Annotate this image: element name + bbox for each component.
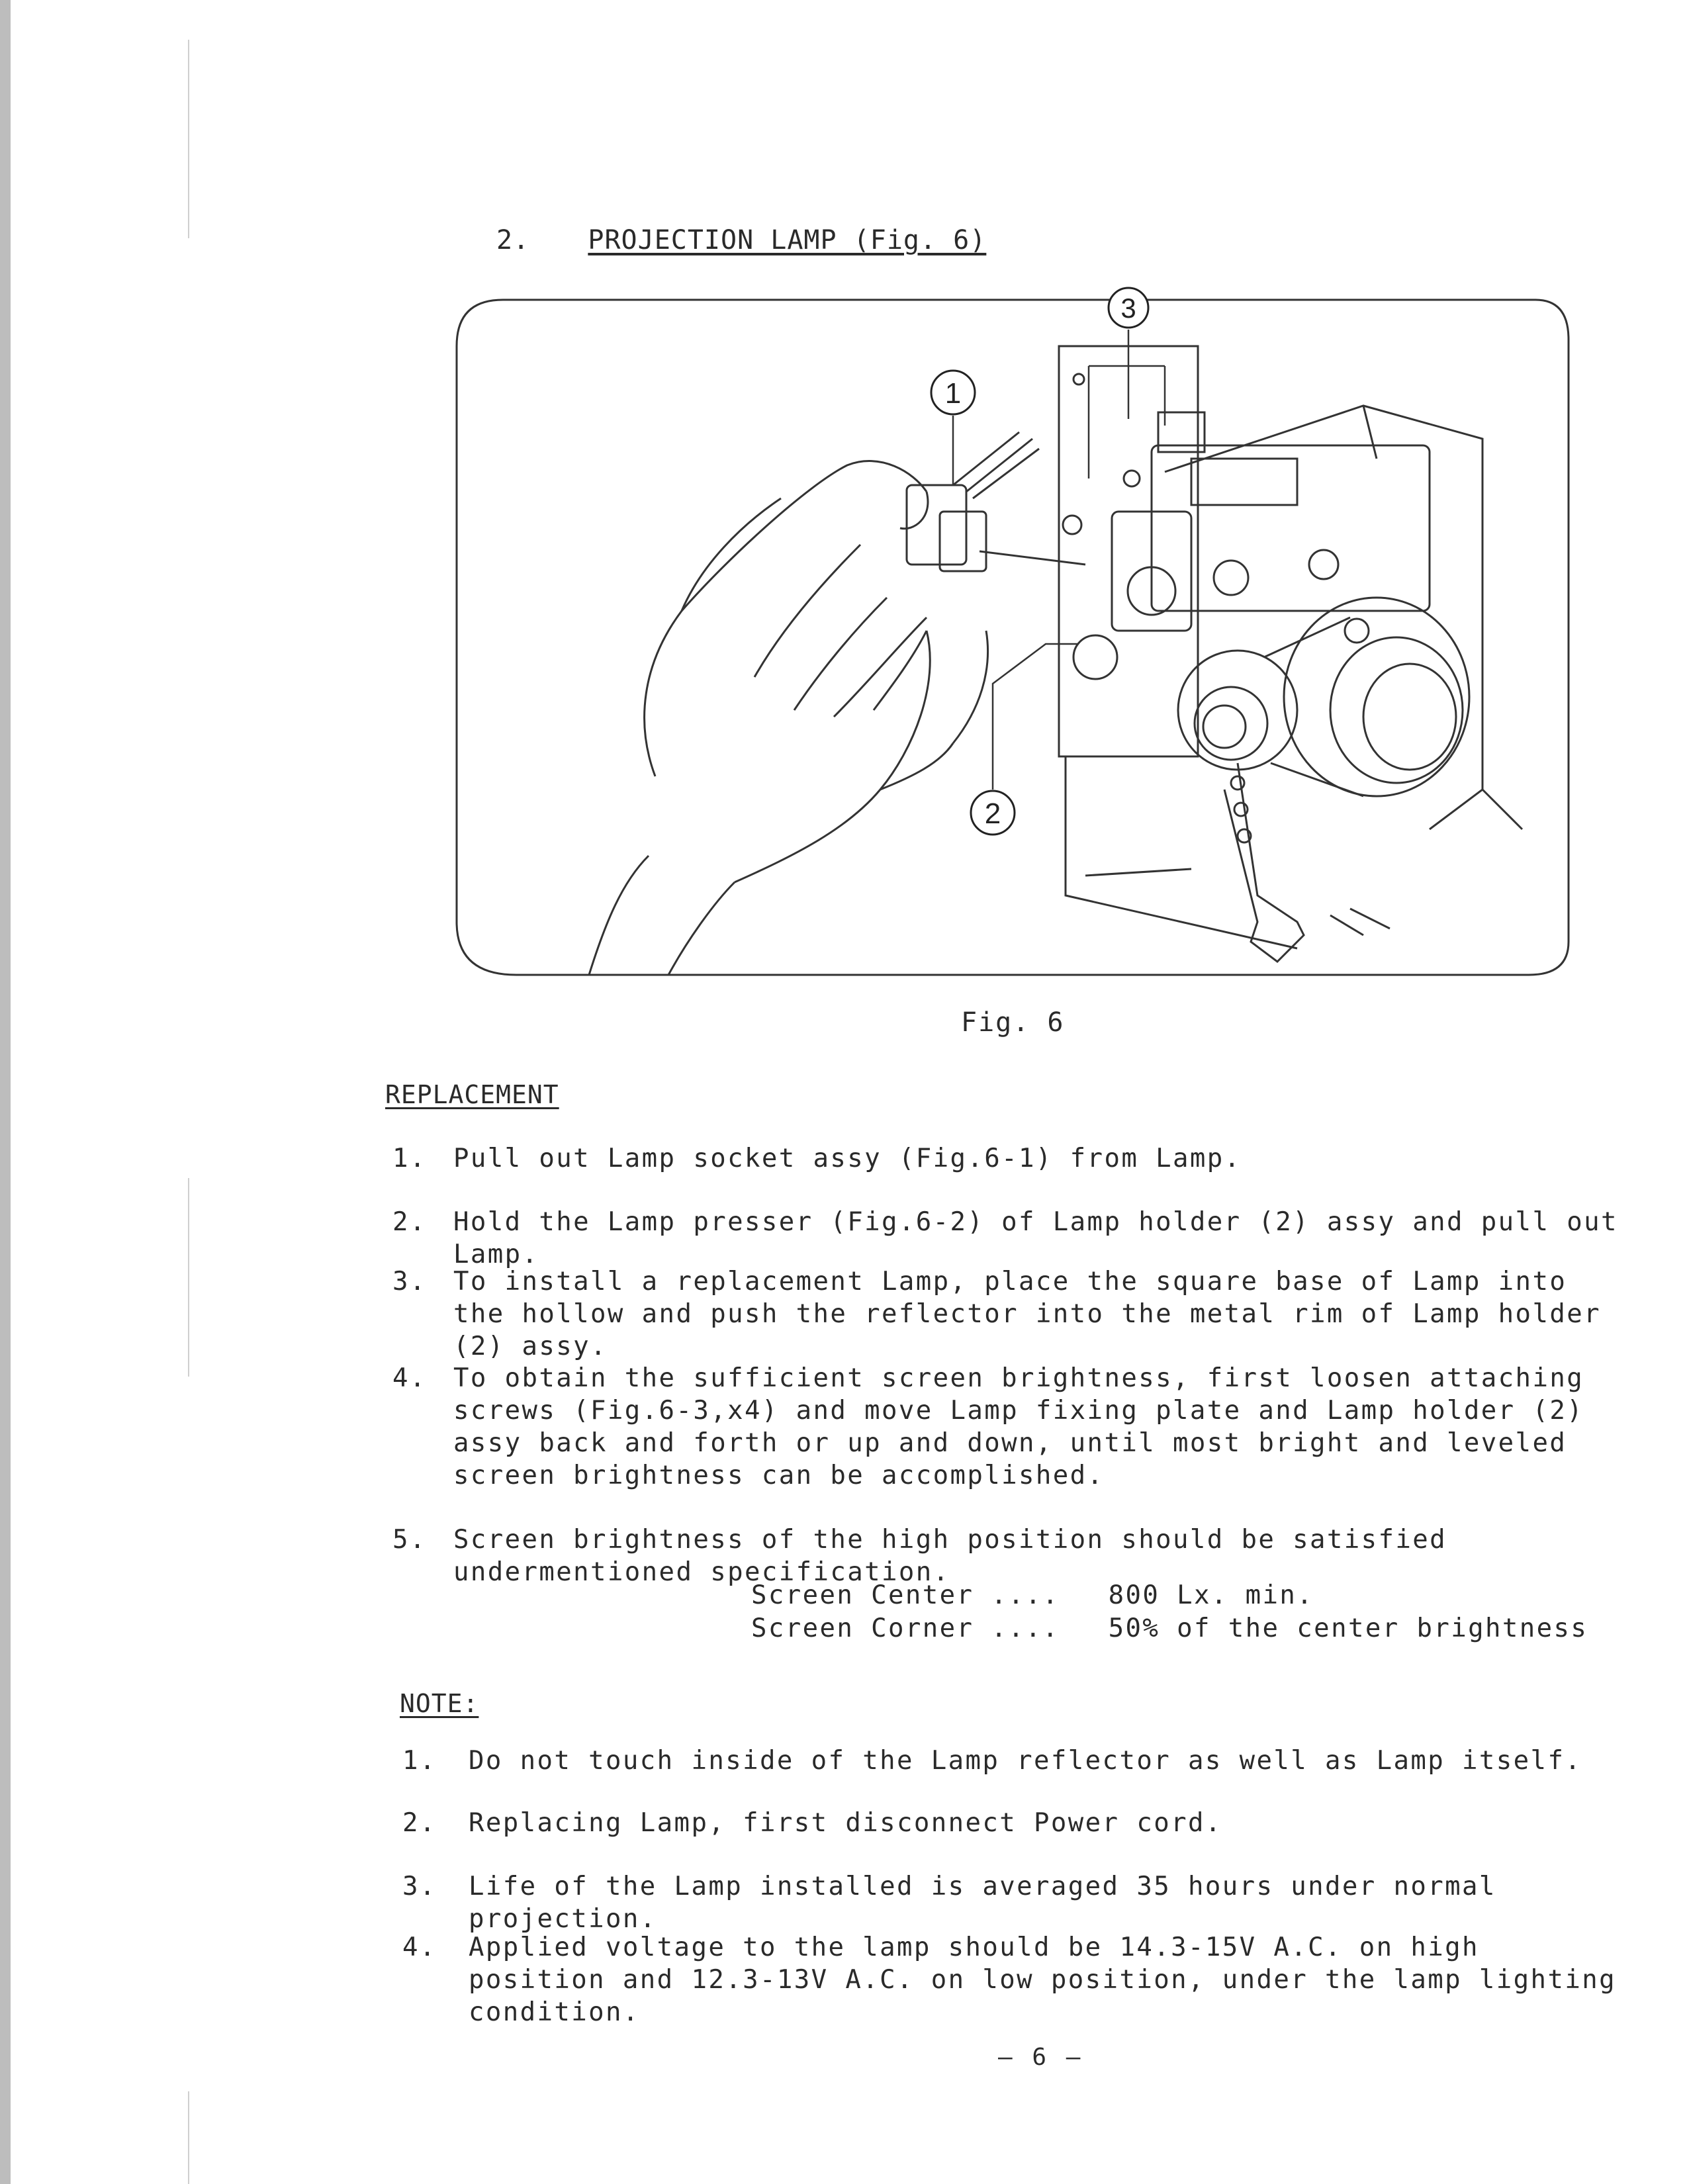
note-text: Life of the Lamp installed is averaged 35 hours under normal projection. <box>469 1872 1496 1934</box>
callout-3 <box>1109 288 1148 328</box>
step-text: Screen brightness of the high position should be satisfied undermentioned specification. <box>453 1525 1447 1587</box>
section-number: 2. <box>496 225 530 255</box>
note-number: 3. <box>402 1872 437 1901</box>
step-text: To install a replacement Lamp, place the square base of Lamp into the hollow and push the reflector into the metal rim of Lamp holder (2) assy. <box>453 1267 1601 1361</box>
projector-mechanism-drawing <box>1059 346 1522 962</box>
callout-3-label: 3 <box>1120 293 1136 324</box>
step-text: To obtain the sufficient screen brightness, first loosen attaching screws (Fig.6-3,x4) and move Lamp fixing plate and Lamp holder (2) assy back and forth or up and down, until most bright and leveled screen brightness can be accomplished. <box>453 1363 1584 1490</box>
spec-value: 800 Lx. min. <box>1108 1580 1314 1610</box>
callout-2 <box>971 791 1015 835</box>
note-number: 1. <box>402 1746 437 1776</box>
step-number: 5. <box>392 1525 427 1555</box>
note-text: Replacing Lamp, first disconnect Power cord. <box>469 1808 1222 1838</box>
callout-2-label: 2 <box>984 797 1001 830</box>
step-number: 2. <box>392 1207 427 1237</box>
step-number: 4. <box>392 1363 427 1393</box>
spec-value: 50% of the center brightness <box>1108 1614 1588 1643</box>
step-text: Hold the Lamp presser (Fig.6-2) of Lamp holder (2) assy and pull out Lamp. <box>453 1207 1618 1269</box>
note-number: 2. <box>402 1808 437 1838</box>
callout-1-label: 1 <box>944 377 962 410</box>
spec-row-center <box>751 1579 1588 1612</box>
figure-6-illustration <box>450 287 1575 981</box>
scan-page-edge <box>0 0 11 2184</box>
section-title: PROJECTION LAMP (Fig. 6) <box>588 225 987 255</box>
section-heading <box>496 225 986 255</box>
brightness-spec <box>751 1579 1588 1645</box>
note-text: Do not touch inside of the Lamp reflector as well as Lamp itself. <box>469 1746 1582 1776</box>
scan-margin-line <box>188 40 189 238</box>
scan-margin-line <box>188 2091 189 2184</box>
figure-caption: Fig. 6 <box>961 1007 1065 1038</box>
hand-drawing <box>589 461 988 975</box>
page-number: — 6 — <box>998 2044 1083 2071</box>
replacement-label: REPLACEMENT <box>385 1080 559 1109</box>
note-number: 4. <box>402 1933 437 1962</box>
scan-margin-line <box>188 1178 189 1377</box>
note-label: NOTE: <box>400 1689 479 1718</box>
step-number: 1. <box>392 1144 427 1173</box>
callout-1 <box>931 371 975 414</box>
step-number: 3. <box>392 1267 427 1297</box>
lamp-presser-highlight <box>1073 635 1117 679</box>
spec-label: Screen Center .... <box>751 1580 1060 1610</box>
spec-row-corner <box>751 1612 1588 1645</box>
note-text: Applied voltage to the lamp should be 14.3-15V A.C. on high position and 12.3-13V A.C. on low position, under the lamp lighting condition. <box>469 1933 1616 2027</box>
spec-label: Screen Corner .... <box>751 1614 1060 1643</box>
step-text: Pull out Lamp socket assy (Fig.6-1) from Lamp. <box>453 1144 1242 1173</box>
